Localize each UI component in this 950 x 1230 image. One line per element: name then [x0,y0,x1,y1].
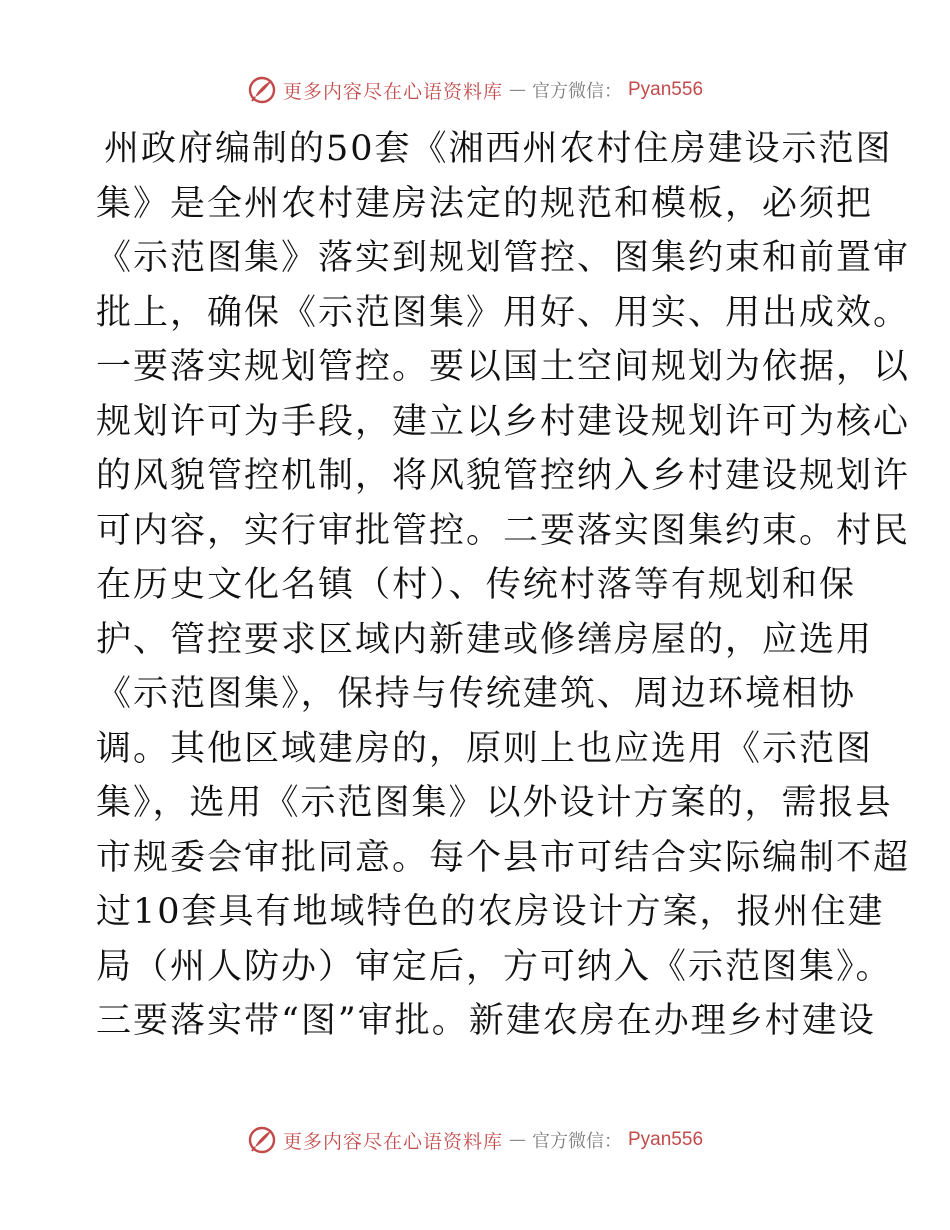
text-line: 州政府编制的50套《湘西州农村住房建设示范图 [104,129,893,169]
watermark-group [247,75,703,105]
footer-watermark [0,1120,950,1160]
text-line: 《示范图集》落实到规划管控、图集约束和前置审 [96,238,911,278]
text-line: 一要落实规划管控。要以国土空间规划为依据，以 [96,347,911,387]
watermark-wechat-id: Pyan556 [628,79,704,100]
text-line: 集》是全州农村建房法定的规范和模板，必须把 [96,183,874,224]
text-line: 市规委会审批同意。每个县市可结合实际编制不超 [96,837,911,878]
watermark-official-label: 官方微信： [532,81,622,102]
watermark-separator: — [509,1130,526,1150]
text-line: 集》，选用《示范图集》以外设计方案的，需报县 [96,783,893,823]
feather-circle-icon [247,75,277,105]
text-line: 局（州人防办）审定后，方可纳入《示范图集》。 [96,946,893,987]
text-line: 的风貌管控机制，将风貌管控纳入乡村建设规划许 [96,456,911,496]
text-line: 过10套具有地域特色的农房设计方案，报州住建 [96,892,885,932]
watermark-main-text: 更多内容尽在心语资料库 [282,1130,503,1153]
watermark-wechat-id: Pyan556 [628,1129,704,1150]
watermark-separator: — [509,80,526,100]
text-line: 三要落实带“图”审批。新建农房在办理乡村建设 [96,1001,876,1041]
text-line: 规划许可为手段，建立以乡村建设规划许可为核心 [96,401,911,442]
watermark-group [247,1125,703,1155]
text-line: 调。其他区域建房的，原则上也应选用《示范图 [96,728,874,769]
text-line: 批上，确保《示范图集》用好、用实、用出成效。 [96,292,911,333]
text-line: 可内容，实行审批管控。二要落实图集约束。村民 [96,510,911,551]
document-body [96,122,911,1049]
feather-circle-icon [247,1125,277,1155]
text-line: 护、管控要求区域内新建或修缮房屋的，应选用 [96,619,874,660]
watermark-main-text: 更多内容尽在心语资料库 [282,80,503,103]
watermark-official-label: 官方微信： [532,1131,622,1152]
text-line: 在历史文化名镇（村）、传统村落等有规划和保 [96,565,856,605]
header-watermark [0,70,950,110]
text-line: 《示范图集》，保持与传统建筑、周边环境相协 [96,674,856,714]
